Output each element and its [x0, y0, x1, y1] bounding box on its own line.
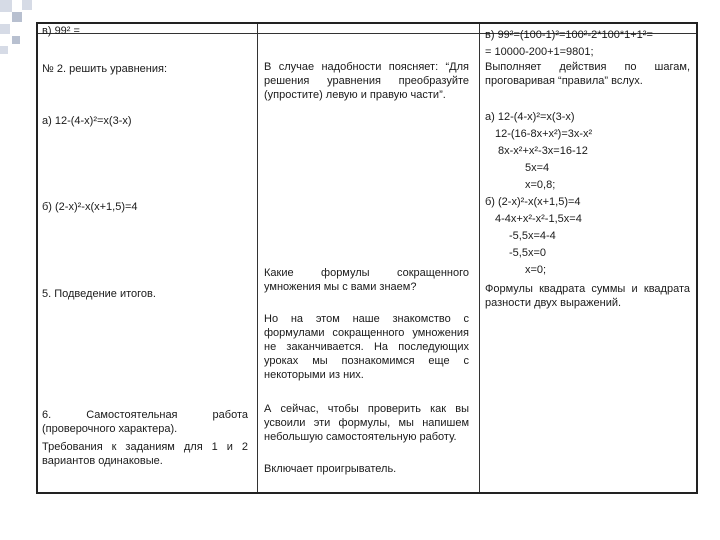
left-top-fragment: в) 99² =	[42, 25, 80, 37]
solution-a-line: x=0,8;	[525, 179, 556, 191]
solution-b-line: б) (2-x)²-x(x+1,5)=4	[485, 196, 581, 208]
task-2-heading: № 2. решить уравнения:	[42, 63, 167, 75]
solution-b-line: -5,5x=4-4	[509, 230, 556, 242]
solution-a-line: 5x=4	[525, 162, 550, 174]
decor-square	[12, 36, 20, 44]
solution-b-line: 4-4x+x²-x²-1,5x=4	[495, 213, 582, 225]
solution-b-line: -5,5x=0	[509, 247, 546, 259]
decor-square	[12, 12, 22, 22]
equation-b: б) (2-x)²-x(x+1,5)=4	[42, 201, 138, 213]
solution-a-line: 8x-x²+x²-3x=16-12	[498, 145, 588, 157]
decor-square	[0, 24, 10, 34]
column-divider	[257, 24, 258, 492]
decor-square	[0, 0, 12, 12]
closing-remarks: Но на этом наше знакомство с формулами сокращенного умножения не заканчивается. На последующих уроках мы познакомимся еще с некоторыми из них.	[264, 313, 469, 381]
teacher-hint: В случае надобности поясняет: “Для решения уравнения преобразуйте (упростите) левую и правую части”.	[264, 61, 469, 101]
lesson-table	[36, 22, 698, 494]
decor-square	[22, 0, 32, 10]
formulas-question: Какие формулы сокращенного умножения мы с вами знаем?	[264, 267, 469, 293]
self-work-item: 6. Самостоятельная работа (проверочного характера).	[42, 409, 248, 435]
calc-line-2: = 10000-200+1=9801;	[485, 46, 594, 58]
formulas-answer: Формулы квадрата суммы и квадрата разности двух выражений.	[485, 283, 690, 309]
self-work-intro: А сейчас, чтобы проверить как вы усвоили эти формулы, мы напишем небольшую самостоятельную работу.	[264, 403, 469, 443]
equation-a: а) 12-(4-x)²=x(3-x)	[42, 115, 132, 127]
requirements-text: Требования к заданиям для 1 и 2 вариантов одинаковые.	[42, 441, 248, 467]
column-divider	[479, 24, 480, 492]
solution-a-line: 12-(16-8x+x²)=3x-x²	[495, 128, 593, 140]
player-note: Включает проигрыватель.	[264, 463, 397, 475]
calc-note: Выполняет действия по шагам, проговаривая “правила” вслух.	[485, 61, 690, 87]
calc-line-1: в) 99²=(100-1)²=100²-2*100*1+1²=	[485, 29, 653, 41]
summary-item: 5. Подведение итогов.	[42, 288, 156, 300]
solution-b-line: x=0;	[525, 264, 547, 276]
solution-a-line: а) 12-(4-x)²=x(3-x)	[485, 111, 575, 123]
decor-square	[0, 46, 8, 54]
